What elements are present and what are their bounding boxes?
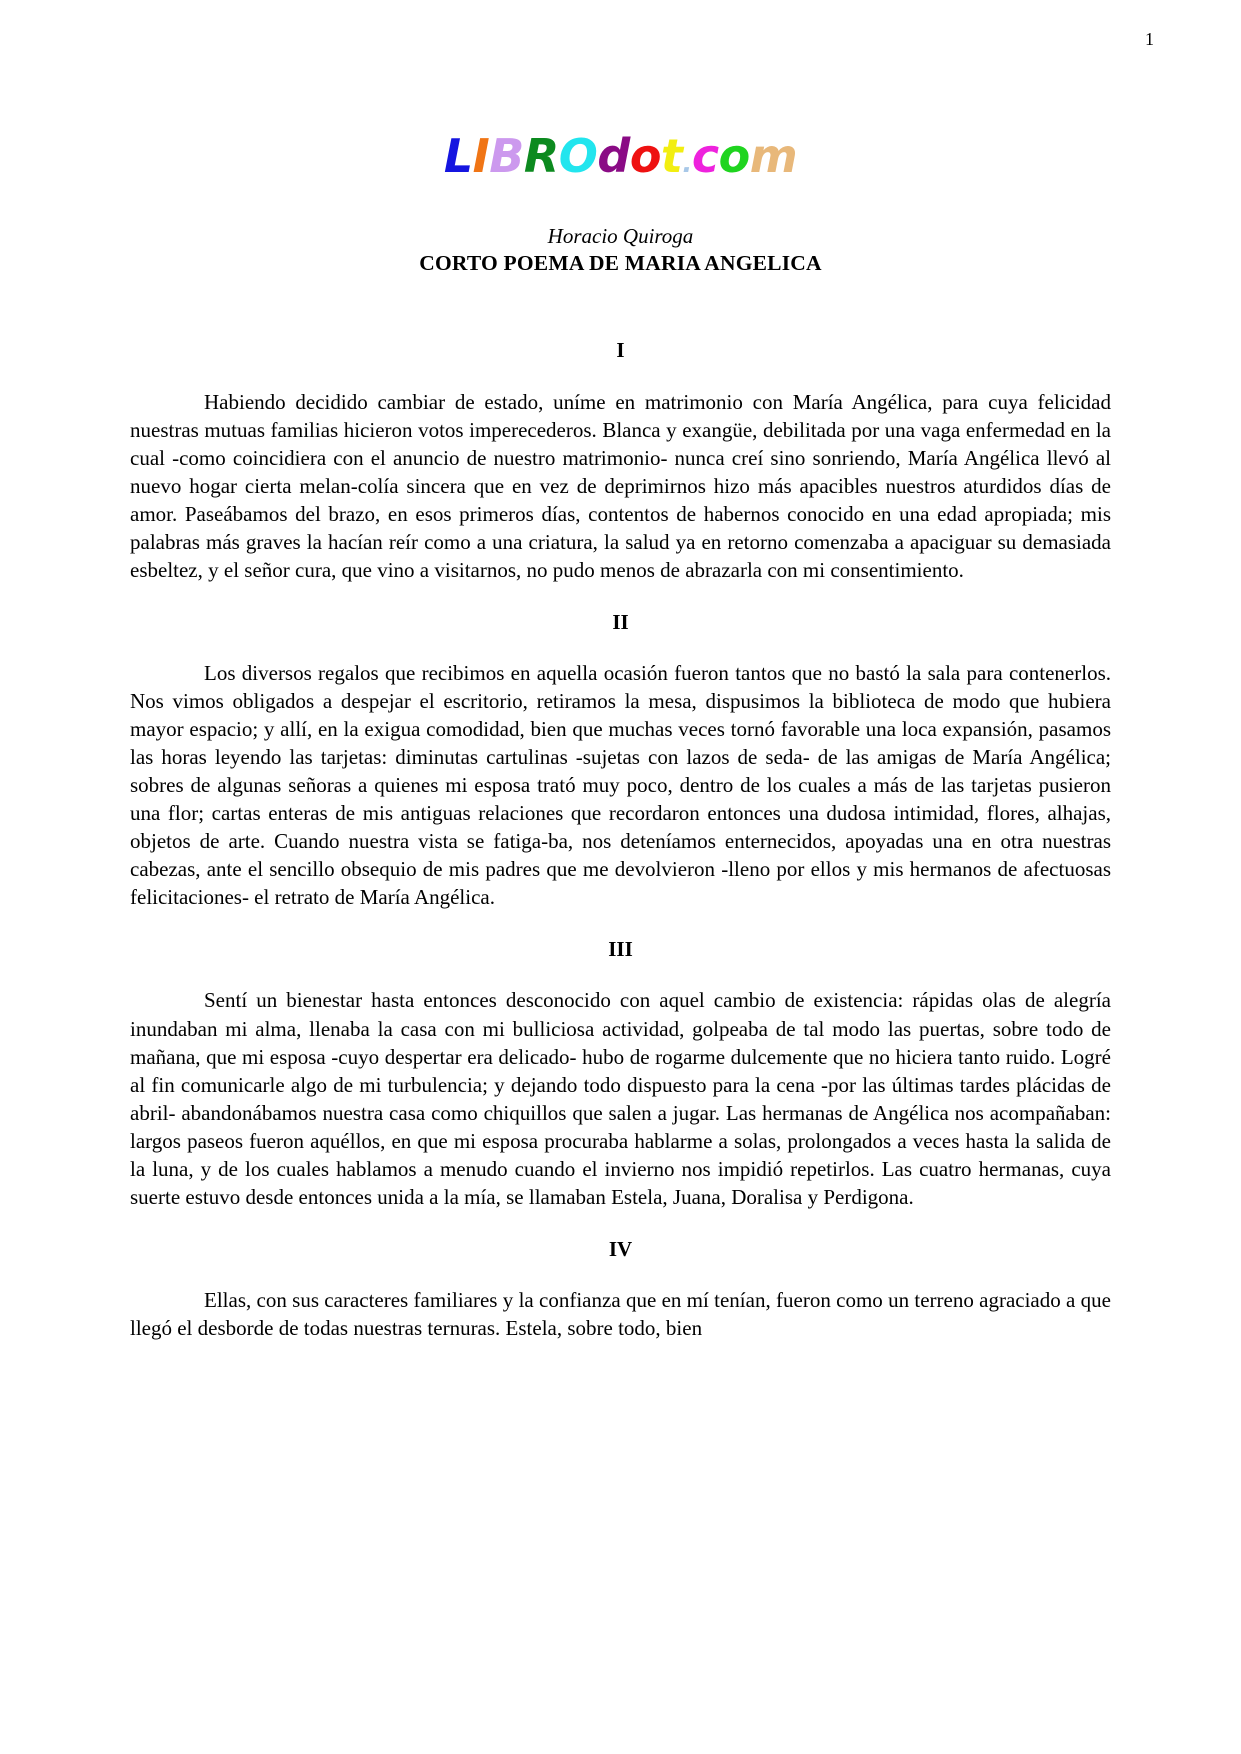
logo-letter: t (660, 129, 683, 183)
section-numeral-4: IV (608, 1236, 633, 1261)
author-name: Horacio Quiroga (547, 224, 694, 249)
logo-letter: L (443, 129, 473, 183)
librodot-logo-text (443, 129, 798, 183)
logo-letter: d (597, 129, 630, 183)
section-1-paragraph-1: Habiendo decidido cambiar de estado, uníme en matrimonio con María Angélica, para cuya felicidad nuestras mutuas familias hicieron votos imperecederos. Blanca y exangüe, debilitada por una vaga enfermedad en la cual -como coincidiera con el anuncio de nuestro matrimonio- nunca creí sino sonriendo, María Angélica llevó al nuevo hogar cierta melan-colía sincera que en vez de deprimirnos hizo más apacibles nuestros aturdidos días de amor. Paseábamos del brazo, en esos primeros días, contentos de habernos conocido en una edad apropiada; mis palabras más graves la hacían reír como a una criatura, la salud ya en retorno comenzaba a apaciguar su demasiada esbeltez, y el señor cura, que vino a visitarnos, no pudo menos de abrazarla con mi consentimiento. (130, 389, 1111, 582)
section-2-paragraph-1: Los diversos regalos que recibimos en aquella ocasión fueron tantos que no bastó la sala para contenerlos. Nos vimos obligados a despejar el escritorio, retiramos la mesa, dispusimos la biblioteca de modo que hubiera mayor espacio; y allí, en la exigua comodidad, bien que muchas veces tornó favorable una loca expansión, pasamos las horas leyendo las tarjetas: diminutas cartulinas -sujetas con lazos de seda- de las amigas de María Angélica; sobres de algunas señoras a quienes mi esposa trató muy poco, dentro de los cuales a más de las tarjetas pusieron una flor; cartas enteras de mis antiguas relaciones que recordaron entonces una dudosa intimidad, flores, alhajas, objetos de arte. Cuando nuestra vista se fatiga-ba, nos deteníamos enternecidos, apoyadas una en otra nuestras cabezas, ante el sencillo obsequio de mis padres que me devolvieron -lleno por ellos y mis hermanos de afectuosas felicitaciones- el retrato de María Angélica. (130, 661, 1111, 910)
section-numeral-1: I (616, 338, 625, 363)
section-numeral-2: II (612, 609, 629, 634)
page-number: 1 (1145, 29, 1154, 49)
site-logo[interactable] (130, 129, 1111, 183)
logo-letter: B (489, 129, 524, 183)
logo-letter: R (523, 129, 559, 183)
section-4-paragraph-1: Ellas, con sus caracteres familiares y la confianza que en mí tenían, fueron como un terreno agraciado a que llegó el desborde de todas nuestras ternuras. Estela, sobre todo, bien (130, 1287, 1111, 1340)
logo-letter: o (629, 129, 661, 183)
logo-letter: c (691, 129, 719, 183)
logo-letter: o (718, 129, 750, 183)
logo-letter: I (472, 129, 490, 183)
logo-letter: m (749, 129, 798, 183)
logo-letter: . (682, 149, 692, 179)
section-3-paragraph-1: Sentí un bienestar hasta entonces desconocido con aquel cambio de existencia: rápidas olas de alegría inundaban mi alma, llenaba la casa con mi bulliciosa actividad, golpeaba de tal modo las puertas, sobre todo de mañana, que mi esposa -cuyo despertar era delicado- hubo de rogarme dulcemente que no hiciera tanto ruido. Logré al fin comunicarle algo de mi turbulencia; y dejando todo dispuesto para la cena -por las últimas tardes plácidas de abril- abandonábamos nuestra casa como chiquillos que salen a jugar. Las hermanas de Angélica nos acompañaban: largos paseos fueron aquéllos, en que mi esposa procuraba hablarme a solas, prolongados a veces hasta la salida de la luna, y de los cuales hablamos a menudo cuando el invierno nos impidió repetirlos. Las cuatro hermanas, cuya suerte estuvo desde entonces unida a la mía, se llamaban Estela, Juana, Doralisa y Perdigona. (130, 988, 1111, 1209)
section-numeral-3: III (608, 937, 633, 962)
document-content (130, 120, 1111, 1342)
logo-letter: O (558, 129, 598, 183)
page-title: CORTO POEMA DE MARIA ANGELICA (419, 251, 822, 276)
